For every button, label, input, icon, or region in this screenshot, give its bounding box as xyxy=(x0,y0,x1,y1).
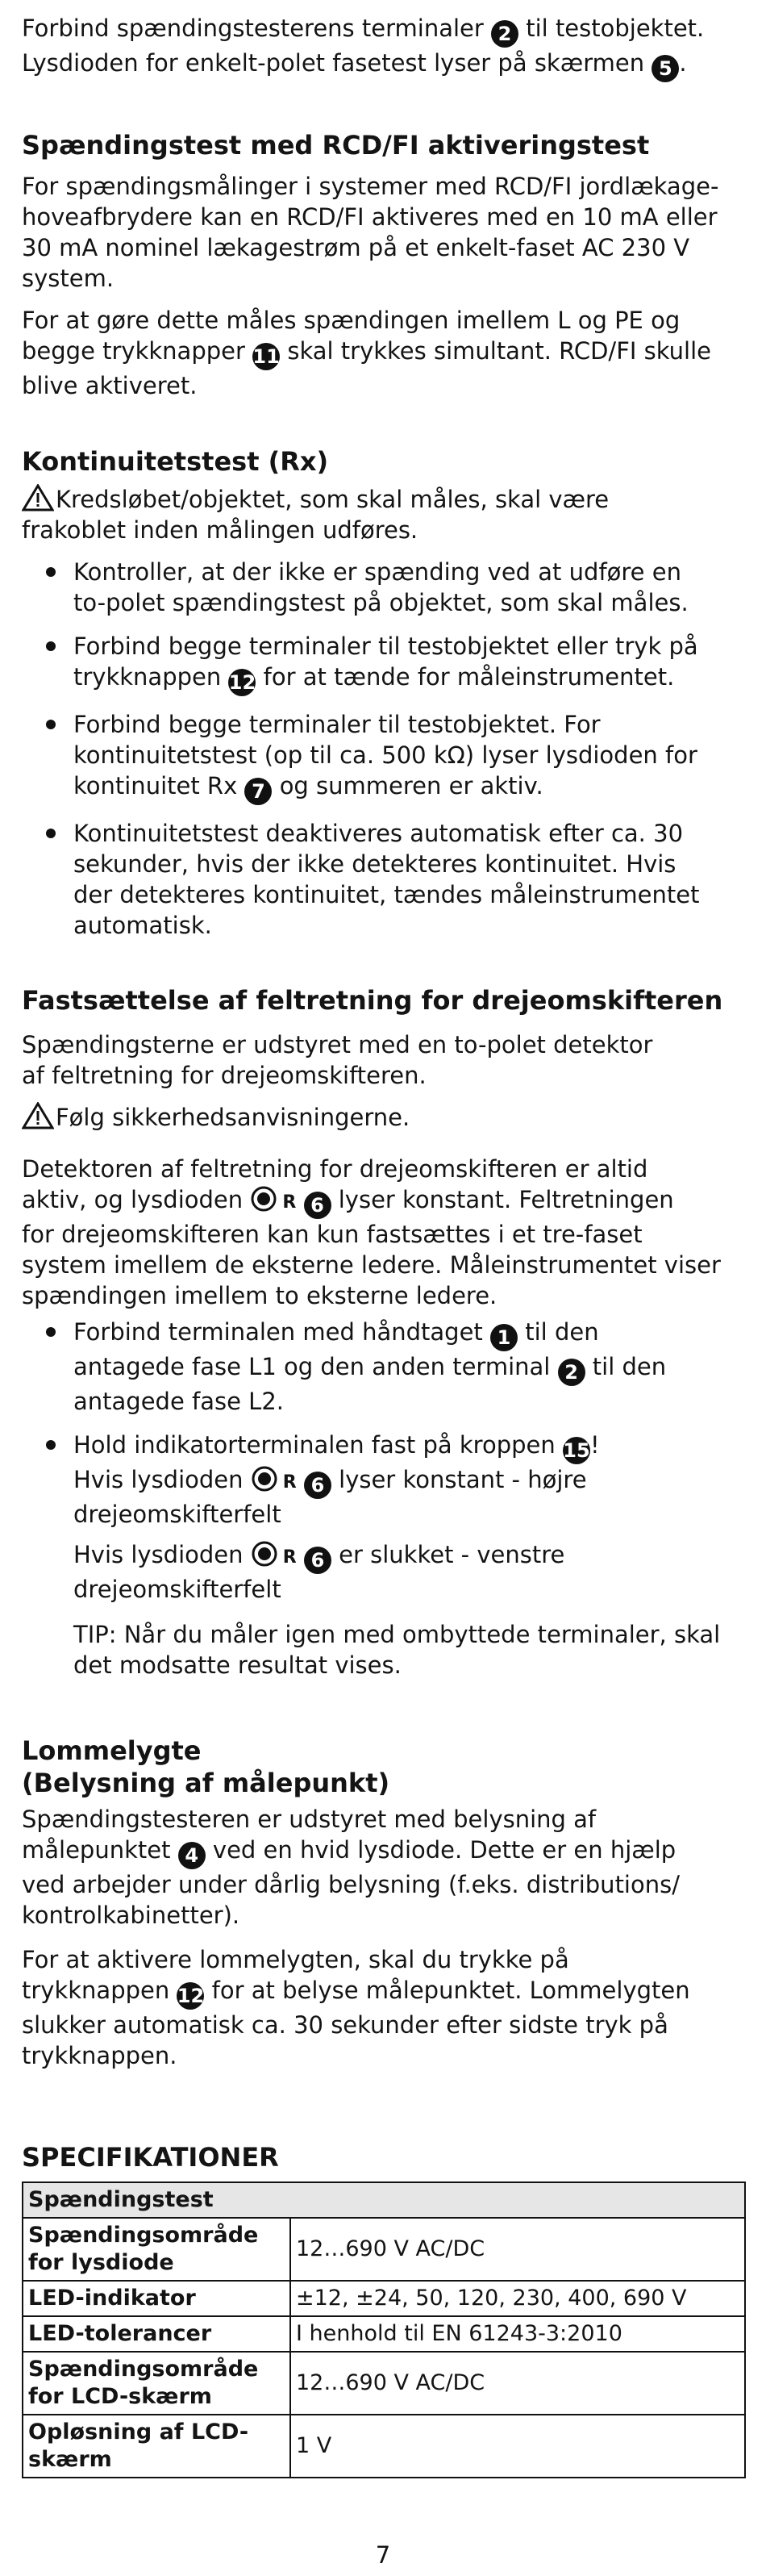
spec-table-header xyxy=(23,2182,745,2218)
list-item: Kontinuitetstest deaktiveres automatisk efter ca. 30 sekunder, hvis der ikke detekteres kontinuitet. Hvis der detekteres kontinuitet, tændes måleinstrumentet automatisk. xyxy=(22,818,746,941)
rotary-led-icon xyxy=(251,1540,283,1568)
bullet-icon xyxy=(46,641,56,651)
torch-paragraph-2: For at aktivere lommelygten, skal du trykke på trykknappen 12 for at belyse målepunktet. Lommelygten slukker automatisk ca. 30 sekunder efter sidste tryk på trykknappen. xyxy=(22,1946,690,2069)
torch-heading: Lommelygte (Belysning af målepunkt) xyxy=(22,1735,390,1798)
ref-badge-button-12: 12 xyxy=(228,669,256,696)
list-item: Kontroller, at der ikke er spænding ved at udføre en to-polet spændingstest på objektet, som skal måles. xyxy=(22,557,746,618)
table-row xyxy=(23,2415,745,2478)
spec-key: LED-tolerancer xyxy=(23,2316,290,2352)
ref-badge-terminal-2: 2 xyxy=(491,20,518,48)
ref-badge-rx-led-7: 7 xyxy=(244,778,272,805)
table-row xyxy=(23,2218,745,2281)
spec-value: ±12, ±24, 50, 120, 230, 400, 690 V xyxy=(290,2281,745,2316)
warning-triangle-icon xyxy=(22,1102,54,1129)
list-item: Forbind terminalen med håndtaget 1 til den antagede fase L1 og den anden terminal 2 til den antagede fase L2. xyxy=(22,1317,746,1417)
list-item: Forbind begge terminaler til testobjektet eller tryk på trykknappen 12 for at tænde for måleinstrumentet. xyxy=(22,631,746,696)
spec-table xyxy=(22,2181,746,2478)
continuity-warning: Kredsløbet/objektet, som skal måles, skal være frakoblet inden målingen udføres. xyxy=(22,486,610,544)
rcd-heading: Spændingstest med RCD/FI aktiveringstest xyxy=(22,130,650,161)
page-number: 7 xyxy=(375,2541,391,2569)
rotary-paragraph-2: Detektoren af feltretning for drejeomskifteren er altid aktiv, og lysdioden R 6 lyser konstant. Feltretningen for drejeomskifteren kan kun fastsættes i et tre-faset system imellem de eksterne ledere. Måleinstrumentet viser spændingen imellem to eksterne ledere. xyxy=(22,1155,721,1309)
bullet-icon xyxy=(46,567,56,577)
rotary-steps-list xyxy=(22,1317,746,1680)
torch-paragraph-1: Spændingstesteren er udstyret med belysning af målepunktet 4 ved en hvid lysdiode. Dette er en hjælp ved arbejder under dårlig belysning (f.eks. distributions/ kontrolkabinetter). xyxy=(22,1806,680,1929)
table-row xyxy=(23,2281,745,2316)
ref-badge-button-12: 12 xyxy=(177,1982,204,2010)
ref-badge-indicator-15: 15 xyxy=(563,1437,590,1464)
ref-badge-rotary-led-6: 6 xyxy=(304,1547,331,1574)
spec-value: 12…690 V AC/DC xyxy=(290,2218,745,2281)
rotary-led-icon xyxy=(251,1465,283,1493)
bullet-icon xyxy=(46,1327,56,1337)
list-item: Hold indikatorterminalen fast på kroppen 15! Hvis lysdioden R 6 lyser konstant - højre drejeomskifterfelt Hvis lysdioden R 6 er slukket - venstre drejeomskifterfelt TIP: Når du måler igen med ombyttede terminaler, skal det modsatte resultat vises. xyxy=(22,1430,746,1680)
rcd-paragraph-2: For at gøre dette måles spændingen imellem L og PE og begge trykknapper 11 skal trykkes simultant. RCD/FI skulle blive aktiveret. xyxy=(22,307,711,399)
spec-key: Spændingsområde for LCD-skærm xyxy=(23,2352,290,2415)
rotary-warning: Følg sikkerhedsanvisningerne. xyxy=(22,1102,746,1133)
bullet-icon xyxy=(46,1440,56,1450)
continuity-heading: Kontinuitetstest (Rx) xyxy=(22,446,329,477)
rotary-paragraph-1: Spændingsterne er udstyret med en to-polet detektor af feltretning for drejeomskifteren. xyxy=(22,1031,653,1089)
ref-badge-rotary-led-6: 6 xyxy=(304,1192,331,1219)
spec-value: 12…690 V AC/DC xyxy=(290,2352,745,2415)
ref-badge-handle-1: 1 xyxy=(490,1324,518,1351)
rcd-paragraph-1: For spændingsmålinger i systemer med RCD/FI jordlækage- hoveafbrydere kan en RCD/FI aktiveres med en 10 mA eller 30 mA nominel lækagestrøm på et enkelt-faset AC 230 V system. xyxy=(22,173,719,292)
spec-value: I henhold til EN 61243-3:2010 xyxy=(290,2316,745,2352)
rotary-field-heading: Fastsættelse af feltretning for drejeomskifteren xyxy=(22,985,723,1016)
table-row xyxy=(23,2316,745,2352)
rotary-led-icon xyxy=(250,1185,282,1213)
ref-badge-rotary-led-6: 6 xyxy=(304,1472,331,1499)
table-row xyxy=(23,2352,745,2415)
ref-badge-display-5: 5 xyxy=(652,55,679,82)
list-item: Forbind begge terminaler til testobjektet. For kontinuitetstest (op til ca. 500 kΩ) lyser lysdioden for kontinuitet Rx 7 og summeren er aktiv. xyxy=(22,709,746,805)
bullet-icon xyxy=(46,829,56,838)
spec-key: Spændingsområde for lysdiode xyxy=(23,2218,290,2281)
bullet-icon xyxy=(46,720,56,729)
ref-badge-terminal-2: 2 xyxy=(558,1359,585,1386)
spec-key: Opløsning af LCD- skærm xyxy=(23,2415,290,2478)
warning-triangle-icon xyxy=(22,484,54,511)
spec-value: 1 V xyxy=(290,2415,745,2478)
ref-badge-buttons-11: 11 xyxy=(252,343,280,370)
continuity-steps-list xyxy=(22,557,746,941)
intro-paragraph: Forbind spændingstesterens terminaler 2 til testobjektet. Lysdioden for enkelt-polet fasetest lyser på skærmen 5 . xyxy=(22,13,746,82)
ref-badge-led-4: 4 xyxy=(178,1842,206,1869)
spec-key: LED-indikator xyxy=(23,2281,290,2316)
spec-table-title: Spændingstest xyxy=(23,2182,745,2218)
specifications-heading: SPECIFIKATIONER xyxy=(22,2142,279,2173)
